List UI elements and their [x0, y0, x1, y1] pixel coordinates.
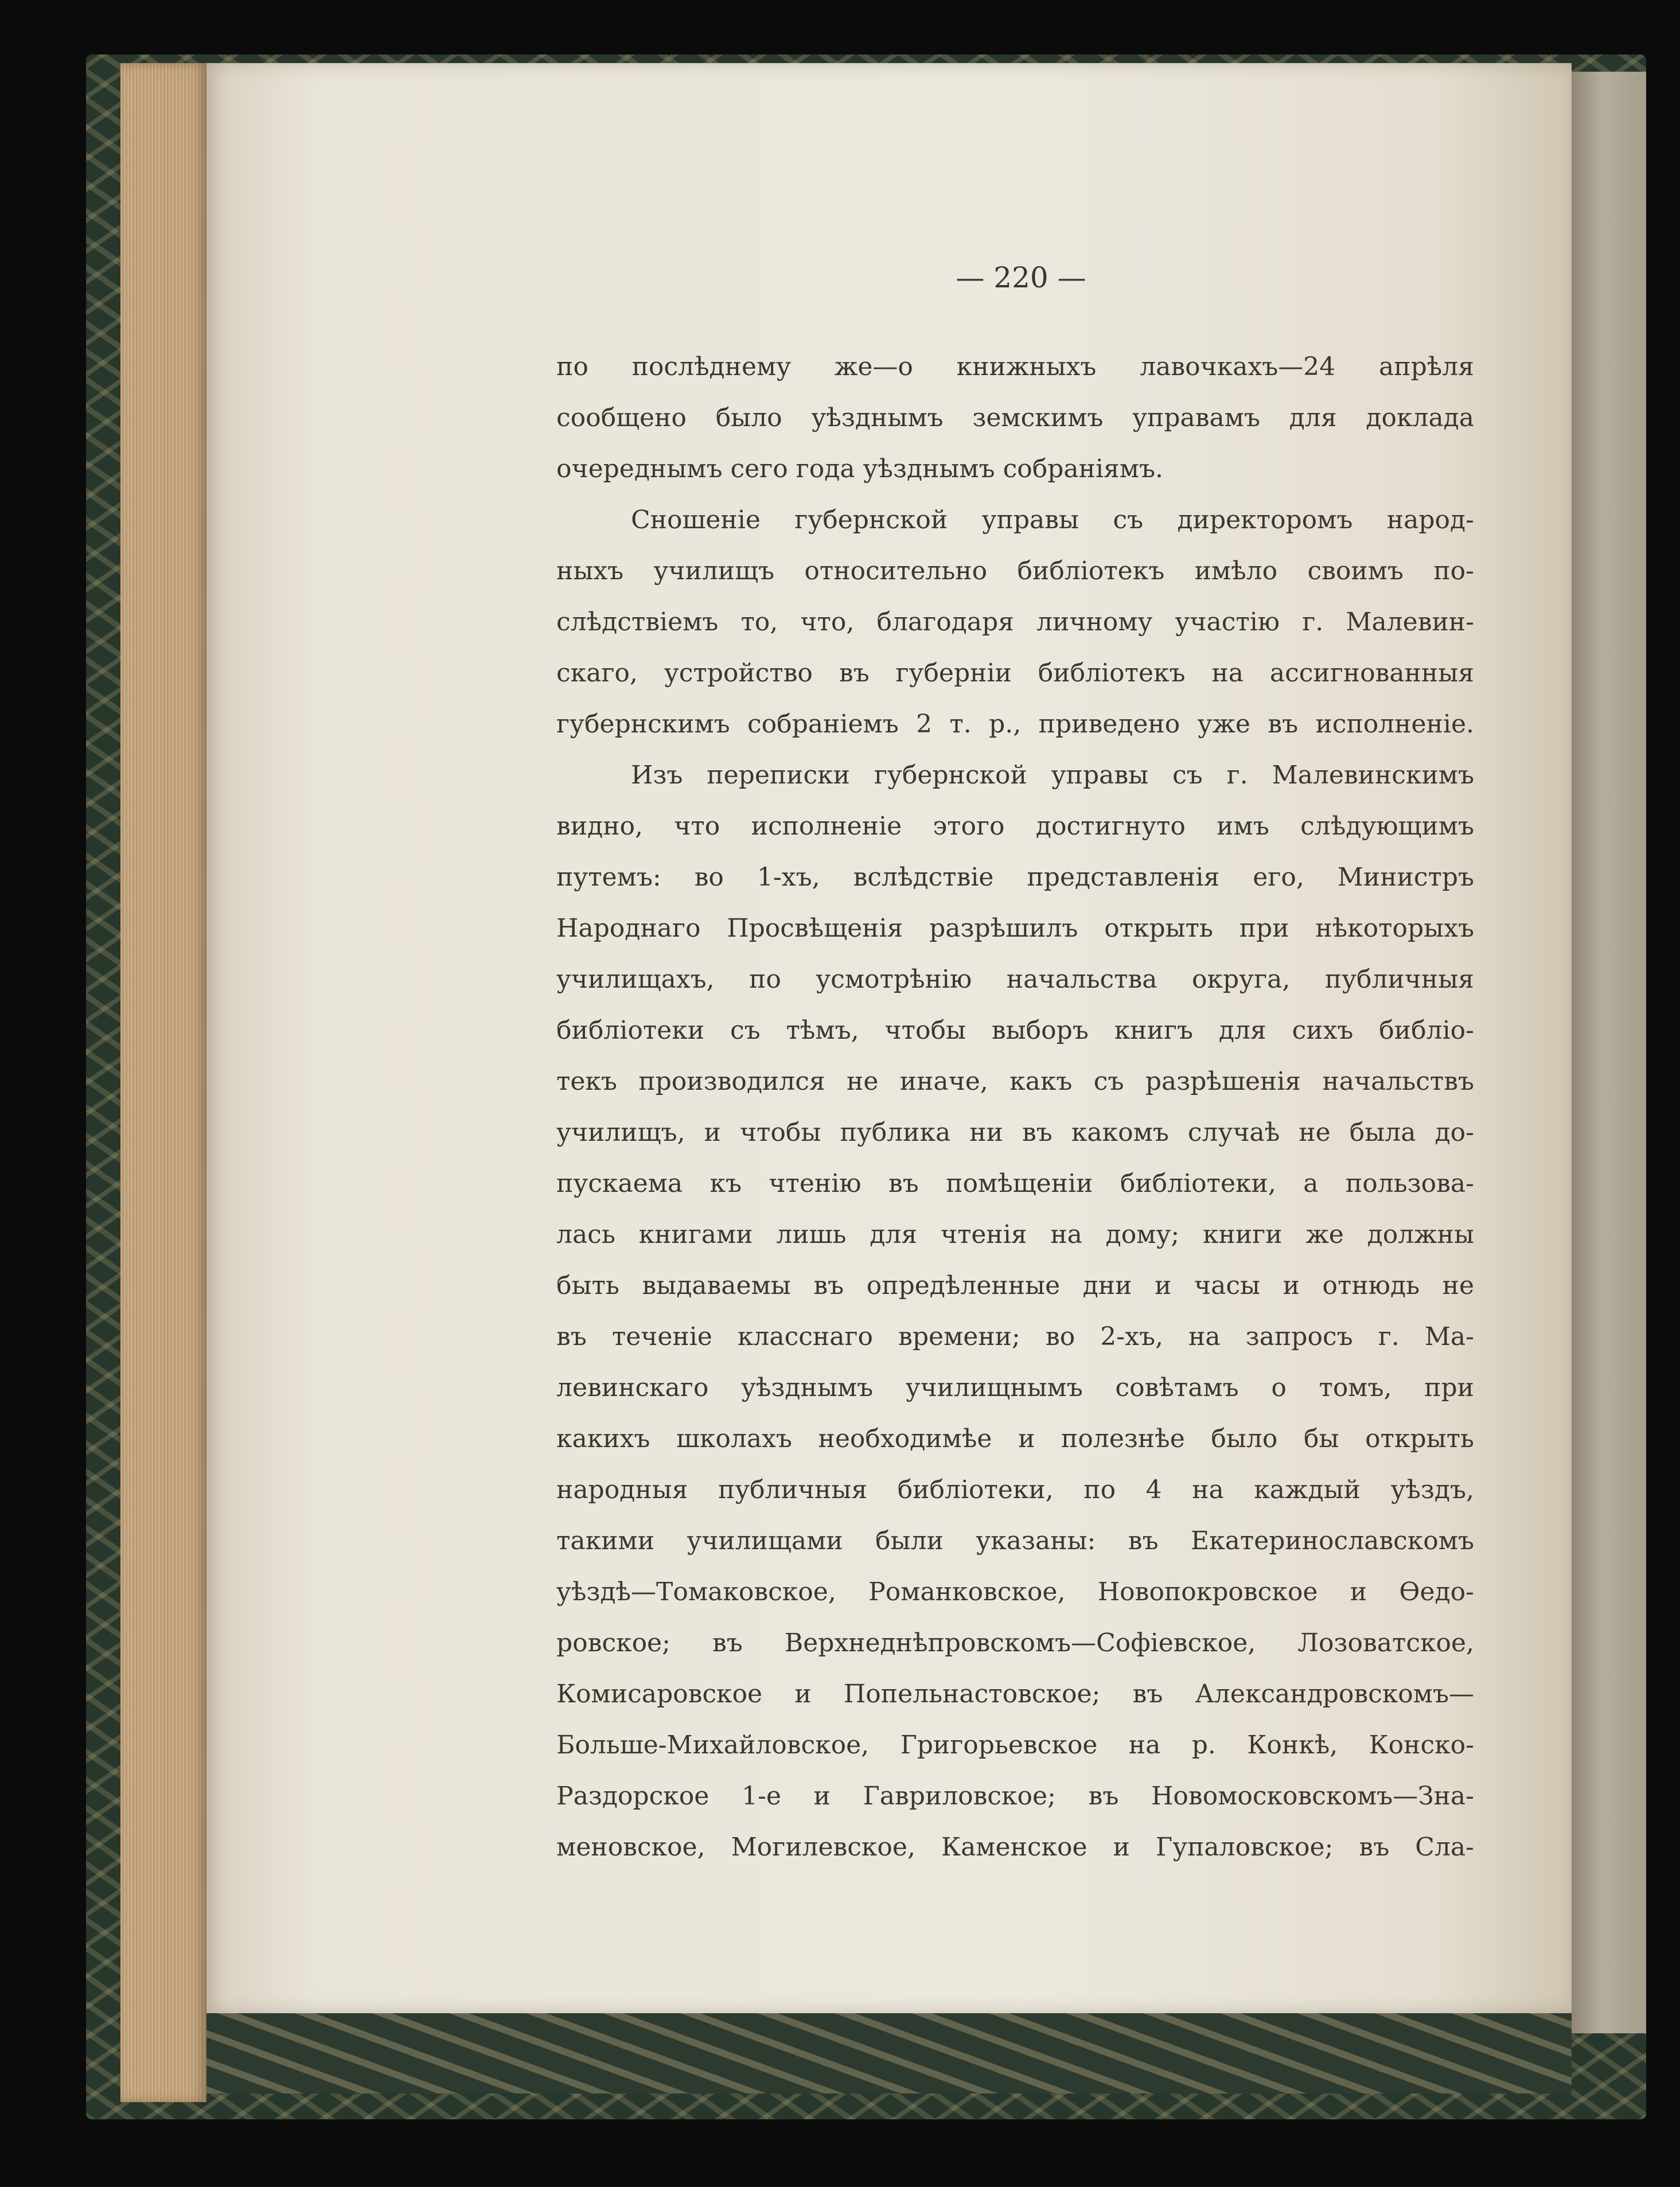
text-line: въ теченіе класснаго времени; во 2-хъ, на запросъ г. Ма-: [556, 1322, 1474, 1351]
text-line: такими училищами были указаны: въ Екатеринославскомъ: [556, 1526, 1474, 1556]
next-page-edge: [1572, 72, 1646, 2033]
text-line: левинскаго уѣзднымъ училищнымъ совѣтамъ о томъ, при: [556, 1373, 1474, 1402]
text-line: училищъ, и чтобы публика ни въ какомъ случаѣ не была до-: [556, 1118, 1474, 1147]
text-line: лась книгами лишь для чтенія на дому; книги же должны: [556, 1220, 1474, 1249]
text-line: народныя публичныя библіотеки, по 4 на каждый уѣздъ,: [556, 1475, 1474, 1504]
text-line: меновское, Могилевское, Каменское и Гупаловское; въ Сла-: [556, 1833, 1474, 1862]
text-line: библіотеки съ тѣмъ, чтобы выборъ книгъ для сихъ библіо-: [556, 1016, 1474, 1045]
text-line: Раздорское 1-е и Гавриловское; въ Новомосковскомъ—Зна-: [556, 1781, 1474, 1811]
cover-bottom-strip: [206, 2013, 1572, 2094]
text-line: сообщено было уѣзднымъ земскимъ управамъ для доклада: [556, 403, 1474, 432]
text-line: ныхъ училищъ относительно библіотекъ имѣло своимъ по-: [556, 556, 1474, 586]
text-line: по послѣднему же—о книжныхъ лавочкахъ—24 апрѣля: [556, 352, 1474, 381]
text-line: губернскимъ собраніемъ 2 т. р., приведено уже въ исполненіе.: [556, 709, 1474, 739]
page-edges: [120, 63, 206, 2102]
text-line: училищахъ, по усмотрѣнію начальства округа, публичныя: [556, 965, 1474, 994]
text-line: Изъ переписки губернской управы съ г. Малевинскимъ: [631, 761, 1474, 790]
page-text: [556, 341, 1474, 1873]
text-line: быть выдаваемы въ опредѣленные дни и часы и отнюдь не: [556, 1271, 1474, 1300]
text-line: Сношеніе губернской управы съ директоромъ народ-: [631, 505, 1474, 535]
text-line: видно, что исполненіе этого достигнуто имъ слѣдующимъ: [556, 812, 1474, 841]
text-line: путемъ: во 1-хъ, вслѣдствіе представленія его, Министръ: [556, 863, 1474, 892]
text-line: ровское; въ Верхнеднѣпровскомъ—Софіевское, Лозоватское,: [556, 1628, 1474, 1658]
text-line: Комисаровское и Попельнастовское; въ Александровскомъ—: [556, 1679, 1474, 1709]
text-line: Больше-Михайловское, Григорьевское на р. Конкѣ, Конско-: [556, 1730, 1474, 1760]
text-line: Народнаго Просвѣщенія разрѣшилъ открыть при нѣкоторыхъ: [556, 914, 1474, 943]
text-line: какихъ школахъ необходимѣе и полезнѣе было бы открыть: [556, 1424, 1474, 1453]
text-line: уѣздѣ—Томаковское, Романковское, Новопокровское и Ѳедо-: [556, 1577, 1474, 1607]
text-line: слѣдствіемъ то, что, благодаря личному участію г. Малевин-: [556, 607, 1474, 637]
text-line: очереднымъ сего года уѣзднымъ собраніямъ.: [556, 454, 1163, 484]
text-line: пускаема къ чтенію въ помѣщеніи библіотеки, а пользова-: [556, 1169, 1474, 1198]
page-number: — 220 —: [956, 261, 1086, 294]
text-line: текъ производился не иначе, какъ съ разрѣшенія начальствъ: [556, 1067, 1474, 1096]
text-line: скаго, устройство въ губерніи библіотекъ на ассигнованныя: [556, 658, 1474, 688]
